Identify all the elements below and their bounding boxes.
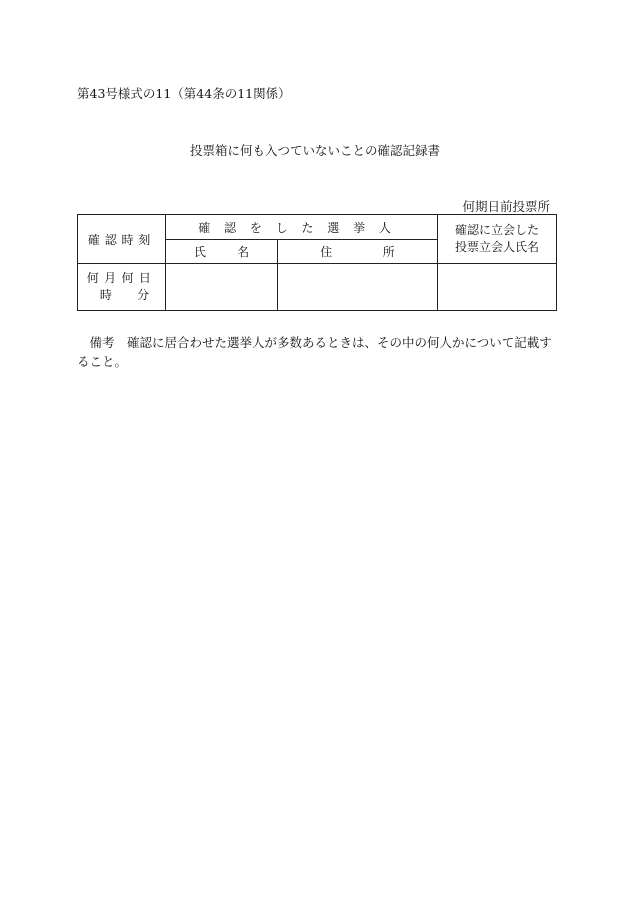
header-confirmation-time xyxy=(78,215,166,264)
remark xyxy=(77,333,557,371)
header-confirming-voter xyxy=(166,215,438,240)
document-title: 投票箱に何も入つていないことの確認記録書 xyxy=(189,143,440,158)
datetime-hour-label: 時 xyxy=(99,288,112,302)
remark-text: 確認に居合わせた選挙人が多数あるときは、その中の何人かについて記載すること。 xyxy=(77,335,552,369)
header-confirmation-time-label: 確認時刻 xyxy=(87,232,156,247)
polling-place-label: 何期日前投票所 xyxy=(462,199,550,214)
header-approver xyxy=(438,215,557,264)
datetime-minute-label: 分 xyxy=(137,288,150,302)
header-approver-line2: 投票立会人氏名 xyxy=(454,240,539,254)
subheader-name xyxy=(166,240,278,264)
datetime-hour-minute xyxy=(87,287,157,304)
subheader-name-first-char: 氏 xyxy=(193,245,206,259)
voter-name-cell xyxy=(166,264,278,311)
subheader-address xyxy=(278,240,438,264)
subheader-address-second-char: 所 xyxy=(382,245,395,259)
form-number: 第43号様式の11（第44条の11関係） xyxy=(77,86,291,101)
datetime-cell xyxy=(78,264,166,311)
header-confirming-voter-label: 確認をした選挙人 xyxy=(198,220,405,235)
datetime-month-day: 何月何日 xyxy=(86,271,157,285)
confirmation-record-table xyxy=(77,214,557,311)
header-approver-line1: 確認に立会した xyxy=(454,223,539,237)
subheader-address-first-char: 住 xyxy=(320,245,333,259)
subheader-name-second-char: 名 xyxy=(237,245,250,259)
remark-label: 備考 xyxy=(89,335,115,350)
approver-name-cell xyxy=(438,264,557,311)
voter-address-cell xyxy=(278,264,438,311)
